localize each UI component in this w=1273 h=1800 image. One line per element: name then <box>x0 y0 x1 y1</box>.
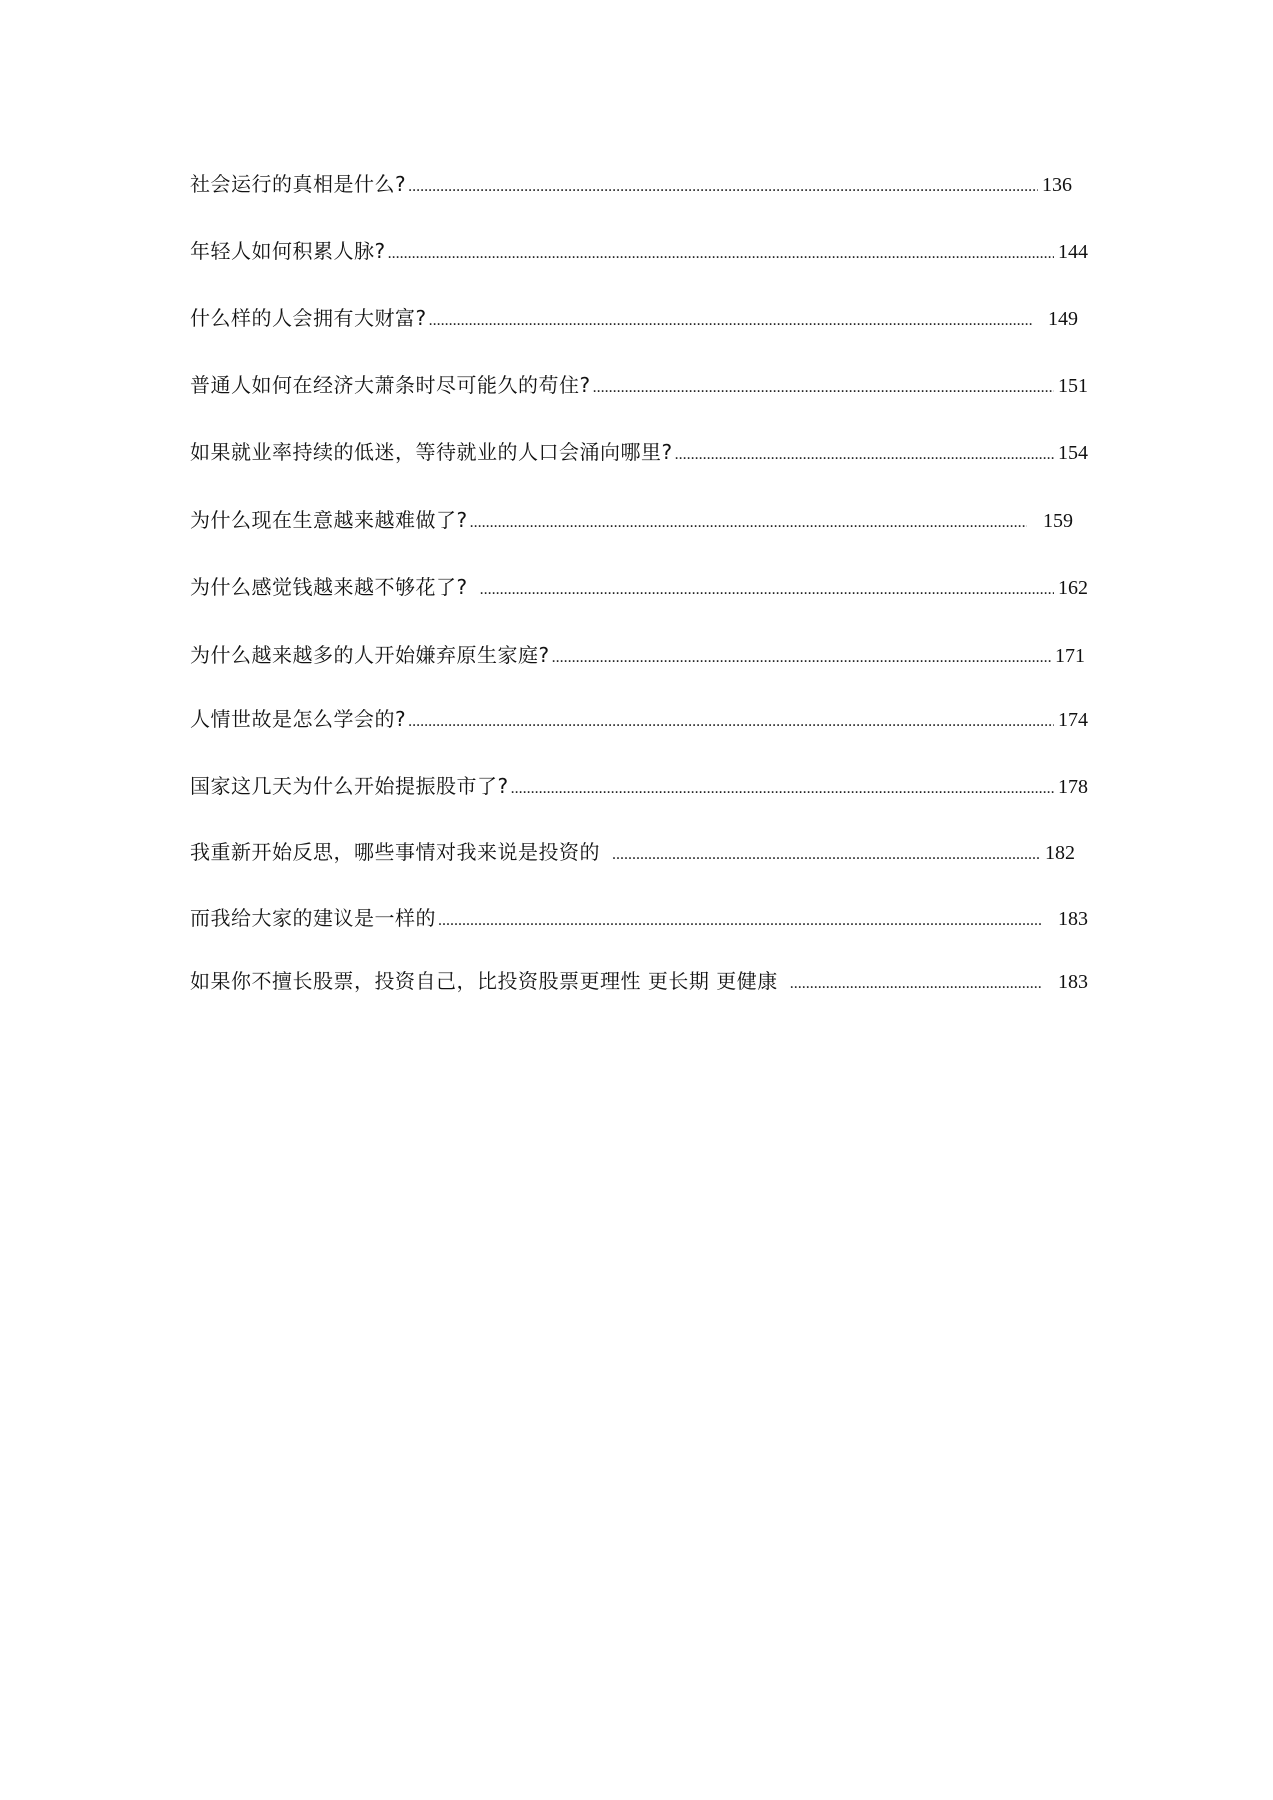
toc-entry-page: 154 <box>1058 442 1088 464</box>
toc-entry[interactable] <box>190 836 1075 864</box>
dot-leader <box>470 514 1027 532</box>
toc-entry[interactable] <box>190 369 1088 397</box>
toc-entry-page: 159 <box>1043 510 1073 532</box>
toc-entry[interactable] <box>190 703 1088 731</box>
dot-leader <box>408 713 1054 731</box>
toc-entry-title: 普通人如何在经济大萧条时尽可能久的苟住? <box>190 373 591 397</box>
toc-entry-title: 为什么感觉钱越来越不够花了? <box>190 575 468 599</box>
toc-entry-page: 136 <box>1042 174 1072 196</box>
toc-entry-page: 178 <box>1058 776 1088 798</box>
toc-entry[interactable] <box>190 302 1078 330</box>
toc-entry[interactable] <box>190 571 1088 599</box>
toc-entry-page: 183 <box>1058 908 1088 930</box>
toc-entry-page: 183 <box>1058 971 1088 993</box>
dot-leader <box>511 780 1054 798</box>
dot-leader <box>612 846 1041 864</box>
toc-entry-title: 什么样的人会拥有大财富? <box>190 306 427 330</box>
toc-entry-title: 为什么越来越多的人开始嫌弃原生家庭? <box>190 643 550 667</box>
dot-leader <box>675 446 1054 464</box>
dot-leader <box>438 912 1042 930</box>
dot-leader <box>593 379 1054 397</box>
toc-entry-title: 我重新开始反思，哪些事情对我来说是投资的 <box>190 840 600 864</box>
toc-entry[interactable] <box>190 168 1072 196</box>
toc-entry[interactable] <box>190 504 1073 532</box>
toc-entry-page: 174 <box>1058 709 1088 731</box>
dot-leader <box>408 178 1038 196</box>
dot-leader <box>552 649 1051 667</box>
toc-entry-title: 为什么现在生意越来越难做了? <box>190 508 468 532</box>
toc-entry-page: 182 <box>1045 842 1075 864</box>
toc-entry[interactable] <box>190 770 1088 798</box>
toc-entry-title: 如果就业率持续的低迷，等待就业的人口会涌向哪里? <box>190 440 673 464</box>
toc-entry-title: 如果你不擅长股票，投资自己，比投资股票更理性 更长期 更健康 <box>190 969 778 993</box>
dot-leader <box>790 975 1042 993</box>
toc-entry-page: 171 <box>1055 645 1085 667</box>
toc-entry[interactable] <box>190 235 1088 263</box>
toc-entry-title: 国家这几天为什么开始提振股市了? <box>190 774 509 798</box>
dot-leader <box>429 312 1032 330</box>
toc-entry-page: 162 <box>1058 577 1088 599</box>
toc-entry-title: 人情世故是怎么学会的? <box>190 707 407 731</box>
toc-entry-title: 社会运行的真相是什么? <box>190 172 407 196</box>
toc-entry[interactable] <box>190 902 1088 930</box>
toc-entry[interactable] <box>190 436 1088 464</box>
toc-entry-title: 而我给大家的建议是一样的 <box>190 906 436 930</box>
toc-entry[interactable] <box>190 965 1088 993</box>
toc-entry-page: 144 <box>1058 241 1088 263</box>
toc-entry-title: 年轻人如何积累人脉? <box>190 239 386 263</box>
dot-leader <box>480 581 1054 599</box>
toc-entry-page: 151 <box>1058 375 1088 397</box>
toc-entry[interactable] <box>190 639 1085 667</box>
toc-entry-page: 149 <box>1048 308 1078 330</box>
dot-leader <box>388 245 1054 263</box>
